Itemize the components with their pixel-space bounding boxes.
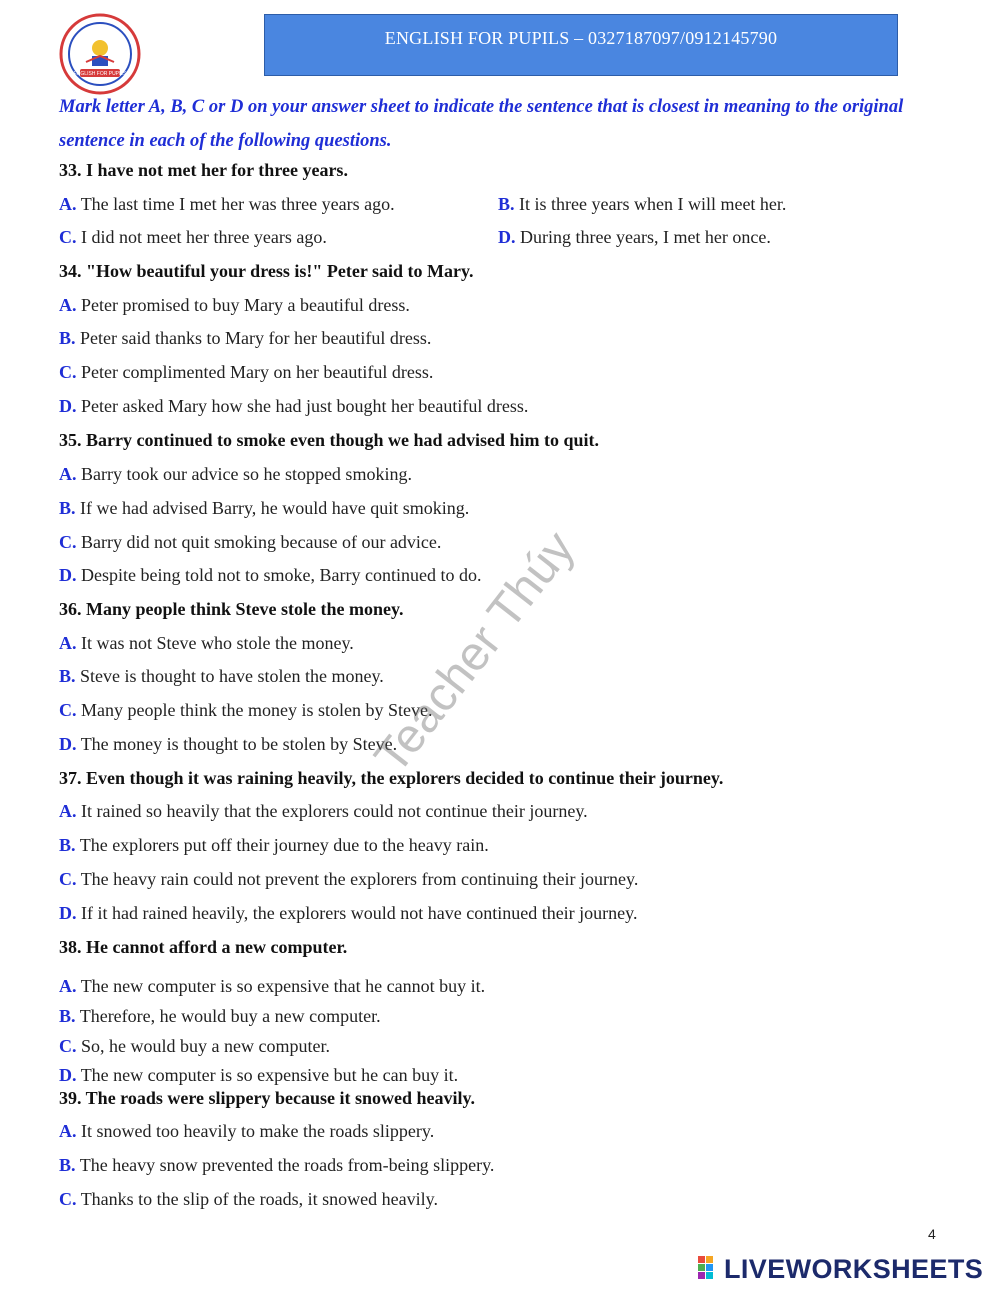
question-35-option-c[interactable] [59,532,441,553]
question-33-option-a[interactable] [59,194,395,215]
option-text: Steve is thought to have stolen the money. [80,666,384,686]
option-letter: B. [59,666,76,686]
question-34-prompt: 34. "How beautiful your dress is!" Peter said to Mary. [59,261,474,281]
option-text: It was not Steve who stole the money. [81,633,354,653]
question-35-option-a[interactable] [59,464,412,485]
option-text: Peter asked Mary how she had just bought her beautiful dress. [81,396,529,416]
school-logo [58,12,142,96]
option-letter: C. [59,869,77,889]
option-letter: D. [59,1065,77,1085]
question-36-option-a[interactable] [59,633,354,654]
question-37-option-b[interactable] [59,835,489,856]
option-text: Barry did not quit smoking because of our advice. [81,532,442,552]
option-text: It snowed too heavily to make the roads slippery. [81,1121,435,1141]
option-letter: C. [59,700,77,720]
question-39-prompt: 39. The roads were slippery because it snowed heavily. [59,1088,476,1108]
question-38-option-d[interactable] [59,1065,458,1086]
option-letter: B. [59,328,76,348]
page-number: 4 [928,1226,936,1242]
option-letter: A. [59,464,77,484]
option-text: The new computer is so expensive that he cannot buy it. [80,976,486,996]
option-text: Despite being told not to smoke, Barry continued to do. [81,565,482,585]
question-34-option-b[interactable] [59,328,431,349]
option-letter: B. [59,498,76,518]
option-letter: C. [59,1036,77,1056]
option-letter: C. [59,1189,77,1209]
option-letter: C. [59,362,77,382]
option-letter: D. [59,903,77,923]
header-banner [264,14,898,76]
question-39-option-a[interactable] [59,1121,434,1142]
question-33-prompt: 33. I have not met her for three years. [59,160,348,180]
question-38-option-b[interactable] [59,1006,381,1027]
question-34-option-a[interactable] [59,295,410,316]
option-text: During three years, I met her once. [520,227,771,247]
option-letter: A. [59,295,77,315]
liveworksheets-brand [698,1254,983,1285]
question-34-option-d[interactable] [59,396,528,417]
option-letter: A. [59,1121,77,1141]
question-34-option-c[interactable] [59,362,433,383]
option-text: Peter promised to buy Mary a beautiful dress. [81,295,410,315]
option-text: So, he would buy a new computer. [81,1036,330,1056]
question-36-option-b[interactable] [59,666,384,687]
option-text: I did not meet her three years ago. [81,227,327,247]
option-text: The heavy snow prevented the roads from-being slippery. [79,1155,495,1175]
option-text: Many people think the money is stolen by Steve. [81,700,433,720]
question-33-option-c[interactable] [59,227,327,248]
question-39-option-b[interactable] [59,1155,494,1176]
option-text: The money is thought to be stolen by Steve. [80,734,398,754]
question-36-option-c[interactable] [59,700,432,721]
question-35-option-d[interactable] [59,565,481,586]
question-38-option-c[interactable] [59,1036,330,1057]
question-38-prompt: 38. He cannot afford a new computer. [59,937,348,957]
question-37-prompt: 37. Even though it was raining heavily, the explorers decided to continue their journey. [59,768,724,788]
option-letter: B. [498,194,515,214]
option-letter: C. [59,532,77,552]
option-text: Thanks to the slip of the roads, it snowed heavily. [80,1189,438,1209]
question-38-option-a[interactable] [59,976,485,997]
brand-cube-icon [698,1256,722,1284]
question-39-option-c[interactable] [59,1189,438,1210]
question-36-option-d[interactable] [59,734,397,755]
option-text: It rained so heavily that the explorers could not continue their journey. [81,801,588,821]
option-text: The new computer is so expensive but he can buy it. [80,1065,459,1085]
option-text: Therefore, he would buy a new computer. [79,1006,381,1026]
watermark-text: Teacher Thúy [364,521,586,784]
option-text: The explorers put off their journey due to the heavy rain. [79,835,489,855]
option-text: Peter complimented Mary on her beautiful dress. [81,362,434,382]
instruction-text: Mark letter A, B, C or D on your answer sheet to indicate the sentence that is closest in meaning to the original sentence in each of the following questions. [59,97,904,151]
option-letter: D. [59,734,77,754]
question-33-option-b[interactable] [498,194,786,215]
option-text: The heavy rain could not prevent the explorers from continuing their journey. [80,869,639,889]
svg-text:ENGLISH FOR PUPILS: ENGLISH FOR PUPILS [73,71,127,77]
question-36-prompt: 36. Many people think Steve stole the money. [59,599,404,619]
option-letter: D. [498,227,516,247]
option-letter: D. [59,396,77,416]
option-text: Peter said thanks to Mary for her beautiful dress. [80,328,432,348]
option-letter: B. [59,1006,76,1026]
option-letter: A. [59,633,77,653]
question-37-option-a[interactable] [59,801,588,822]
option-letter: A. [59,976,77,996]
question-37-option-d[interactable] [59,903,638,924]
option-letter: D. [59,565,77,585]
question-33-option-d[interactable] [498,227,771,248]
option-letter: B. [59,835,76,855]
option-letter: A. [59,801,77,821]
question-37-option-c[interactable] [59,869,638,890]
option-text: If it had rained heavily, the explorers would not have continued their journey. [81,903,638,923]
option-text: It is three years when I will meet her. [519,194,787,214]
option-text: Barry took our advice so he stopped smoking. [81,464,412,484]
option-letter: B. [59,1155,76,1175]
question-35-prompt: 35. Barry continued to smoke even though we had advised him to quit. [59,430,600,450]
option-letter: A. [59,194,77,214]
option-text: If we had advised Barry, he would have quit smoking. [80,498,470,518]
brand-text: LIVEWORKSHEETS [724,1254,984,1284]
header-banner-text: ENGLISH FOR PUPILS – 0327187097/0912145790 [384,28,778,48]
question-35-option-b[interactable] [59,498,469,519]
option-letter: C. [59,227,77,247]
option-text: The last time I met her was three years ago. [80,194,395,214]
